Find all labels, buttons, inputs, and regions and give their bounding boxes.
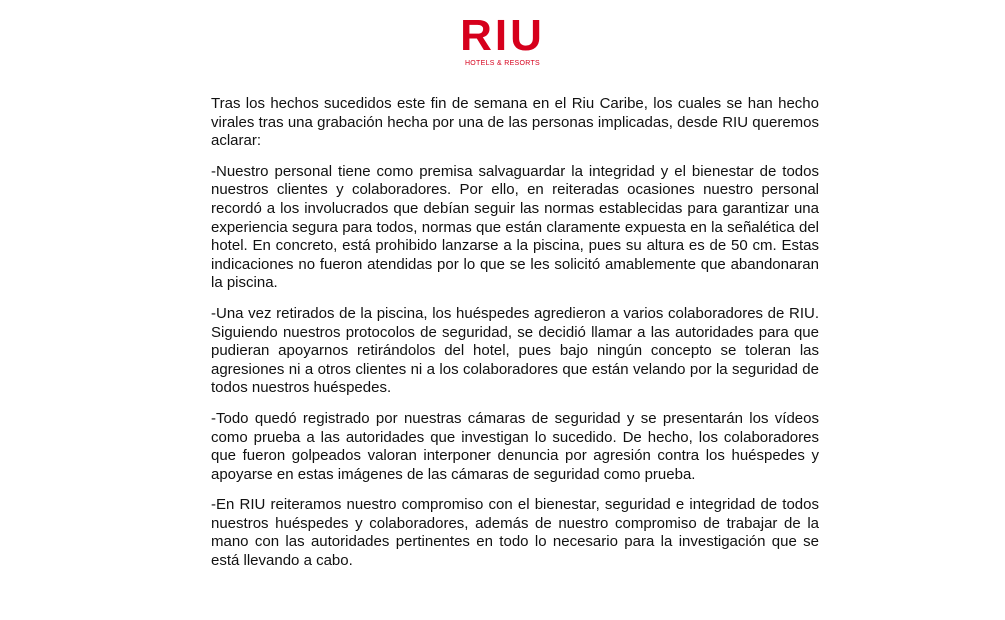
- statement-intro-paragraph: Tras los hechos sucedidos este fin de semana en el Riu Caribe, los cuales se han hecho virales tras una grabación hecha por una de las personas implicadas, desde RIU queremos aclarar:: [211, 95, 819, 150]
- statement-paragraph-staff-rules: -Nuestro personal tiene como premisa salvaguardar la integridad y el bienestar de todos nuestros clientes y colaboradores. Por ello, en reiteradas ocasiones nuestro personal recordó a los involucrados que debían seguir las normas establecidas para garantizar una experiencia segura para todos, normas que están claramente expuesta en la señalética del hotel. En concreto, está prohibido lanzarse a la piscina, pues su altura es de 50 cm. Estas indicaciones no fueron atendidas por lo que se les solicitó amablemente que abandonaran la piscina.: [211, 162, 819, 292]
- riu-logo: [0, 11, 1005, 68]
- statement-paragraph-commitment: -En RIU reiteramos nuestro compromiso con el bienestar, seguridad e integridad de todos nuestros huéspedes y colaboradores, además de nuestro compromiso de trabajar de la mano con las autoridades pertinentes en todo lo necesario para la investigación que se está llevando a cabo.: [211, 496, 819, 570]
- statement-paragraph-cameras: -Todo quedó registrado por nuestras cámaras de seguridad y se presentarán los vídeos como prueba a las autoridades que investigan lo sucedido. De hecho, los colaboradores que fueron golpeados valoran interponer denuncia por agresión contra los huéspedes y apoyarse en estas imágenes de las cámaras de seguridad como prueba.: [211, 409, 819, 483]
- riu-logo-wordmark: RIU: [460, 11, 545, 60]
- statement-paragraph-aggression: -Una vez retirados de la piscina, los huéspedes agredieron a varios colaboradores de RIU. Siguiendo nuestros protocolos de seguridad, se decidió llamar a las autoridades para que pudieran apoyarnos retirándolos del hotel, pues bajo ningún concepto se toleran las agresiones ni a otros clientes ni a los colaboradores que están velando por la seguridad de todos nuestros huéspedes.: [211, 304, 819, 397]
- press-statement: [211, 95, 819, 583]
- riu-logo-tagline: HOTELS & RESORTS: [464, 60, 541, 67]
